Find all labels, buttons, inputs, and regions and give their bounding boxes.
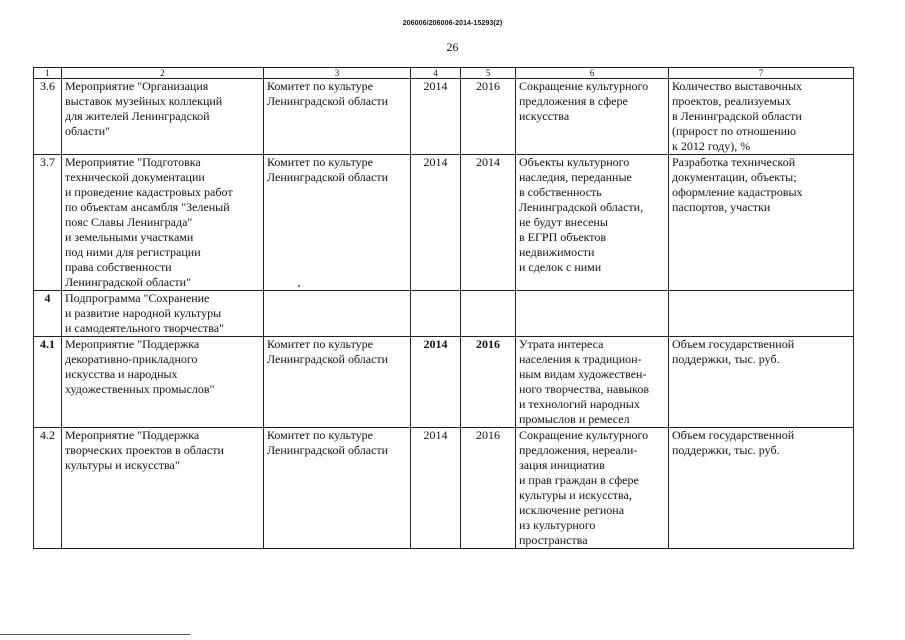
- start-year: 2014: [411, 337, 461, 428]
- consequence: Объекты культурного наследия, переданные в собственность Ленинградской области, не будут внесены в ЕГРП объектов недвижимости и сделок с ними: [516, 155, 669, 291]
- measure-name: Мероприятие "Поддержка творческих проектов в области культуры и искусства": [62, 428, 264, 549]
- consequence: Сокращение культурного предложения, нереали- зация инициатив и прав граждан в сфере культуры и искусства, исключение региона из культурного пространства: [516, 428, 669, 549]
- table-row: [34, 291, 854, 337]
- indicator: [669, 291, 854, 337]
- table-row: [34, 79, 854, 155]
- row-number: 3.7: [34, 155, 62, 291]
- row-number: 4.1: [34, 337, 62, 428]
- column-number: 2: [62, 68, 264, 79]
- program-measures-table: [33, 67, 854, 549]
- table-row: [34, 428, 854, 549]
- measure-name: Мероприятие "Организация выставок музейных коллекций для жителей Ленинградской области": [62, 79, 264, 155]
- column-number: 3: [264, 68, 411, 79]
- consequence: Сокращение культурного предложения в сфере искусства: [516, 79, 669, 155]
- start-year: 2014: [411, 79, 461, 155]
- end-year: 2014: [461, 155, 516, 291]
- end-year: 2016: [461, 337, 516, 428]
- consequence: [516, 291, 669, 337]
- start-year: 2014: [411, 428, 461, 549]
- executor: Комитет по культуре Ленинградской области: [264, 79, 411, 155]
- executor: Комитет по культуре Ленинградской области: [264, 428, 411, 549]
- document-number: 206006/206006-2014-15293(2): [402, 20, 503, 27]
- end-year: [461, 291, 516, 337]
- table-row: [34, 337, 854, 428]
- end-year: 2016: [461, 79, 516, 155]
- indicator: Объем государственной поддержки, тыс. руб.: [669, 428, 854, 549]
- table-row: [34, 155, 854, 291]
- measure-name: Мероприятие "Подготовка технической документации и проведение кадастровых работ по объектам ансамбля "Зеленый пояс Славы Ленинграда" и земельными участками под ними для регистрации права собственности Ленинградской области": [62, 155, 264, 291]
- scan-speck: [298, 285, 300, 287]
- indicator: Объем государственной поддержки, тыс. руб.: [669, 337, 854, 428]
- column-number: 6: [516, 68, 669, 79]
- indicator: Разработка технической документации, объекты; оформление кадастровых паспортов, участки: [669, 155, 854, 291]
- row-number: 4: [34, 291, 62, 337]
- start-year: [411, 291, 461, 337]
- row-number: 4.2: [34, 428, 62, 549]
- end-year: 2016: [461, 428, 516, 549]
- column-number: 1: [34, 68, 62, 79]
- column-number: 4: [411, 68, 461, 79]
- executor: Комитет по культуре Ленинградской области: [264, 155, 411, 291]
- executor: [264, 291, 411, 337]
- measure-name: Мероприятие "Поддержка декоративно-прикладного искусства и народных художественных промыслов": [62, 337, 264, 428]
- row-number: 3.6: [34, 79, 62, 155]
- bottom-rule: [0, 634, 190, 635]
- executor: Комитет по культуре Ленинградской области: [264, 337, 411, 428]
- start-year: 2014: [411, 155, 461, 291]
- page-number: 26: [446, 40, 459, 54]
- measure-name: Подпрограмма "Сохранение и развитие народной культуры и самодеятельного творчества": [62, 291, 264, 337]
- column-number: 7: [669, 68, 854, 79]
- indicator: Количество выставочных проектов, реализуемых в Ленинградской области (прирост по отношению к 2012 году), %: [669, 79, 854, 155]
- column-number: 5: [461, 68, 516, 79]
- column-number-row: [34, 68, 854, 79]
- consequence: Утрата интереса населения к традицион- ным видам художествен- ного творчества, навыков и технологий народных промыслов и ремесел: [516, 337, 669, 428]
